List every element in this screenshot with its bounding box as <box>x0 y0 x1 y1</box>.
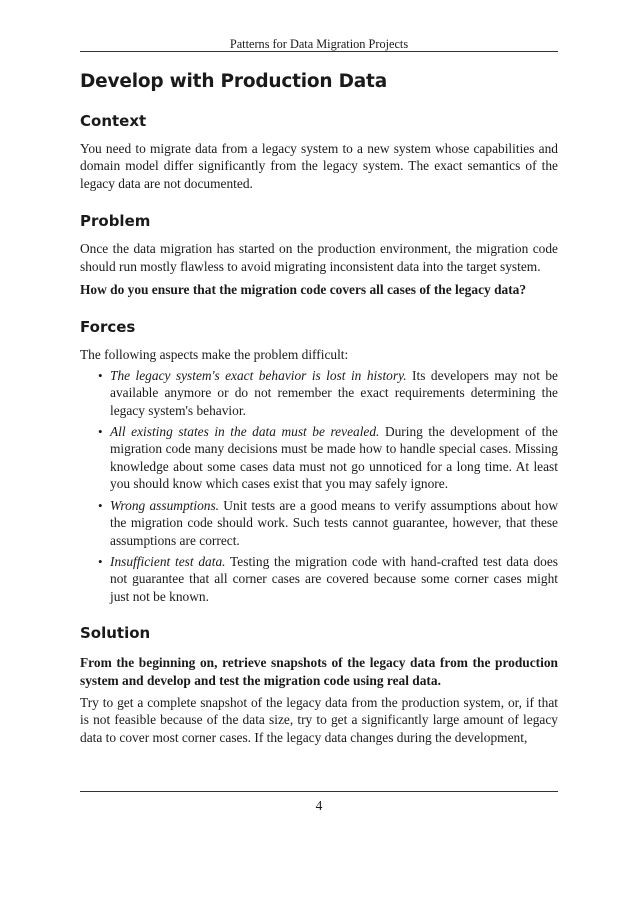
bullet-icon: • <box>98 367 103 383</box>
running-header: Patterns for Data Migration Projects <box>229 37 409 51</box>
problem-question: How do you ensure that the migration code covers all cases of the legacy data? <box>80 282 527 298</box>
force-lead: All existing states in the data must be revealed. <box>110 424 380 440</box>
force-text: During the development of the migration code many decisions must be made how to handle special cases. Missing knowledge about some cases data must not go unnoticed for a long time. At least you should know which cases exist that you may safely ignore. <box>110 424 559 492</box>
context-text: You need to migrate data from a legacy system to a new system whose capabilities and domain model differ significantly from the legacy system. The exact semantics of the legacy data are not documented. <box>80 141 558 191</box>
footer-rule <box>80 791 558 792</box>
list-item <box>80 553 558 605</box>
list-item <box>80 497 558 549</box>
page-title: Develop with Production Data <box>80 71 387 92</box>
bullet-icon: • <box>98 424 103 440</box>
problem-text: Once the data migration has started on the production environment, the migration code should run mostly flawless to avoid migrating inconsistent data into the target system. <box>80 241 558 274</box>
bullet-icon: • <box>98 553 103 569</box>
header-rule <box>80 51 558 52</box>
force-text: Unit tests are a good means to verify assumptions about how the migration code should work. Such tests cannot guarantee, however, that these assumptions are correct. <box>110 497 558 548</box>
solution-statement: From the beginning on, retrieve snapshots of the legacy data from the production system and develop and test the migration code using real data. <box>80 655 558 688</box>
force-lead: Wrong assumptions. <box>110 497 220 513</box>
context-heading: Context <box>80 112 147 130</box>
list-item <box>80 423 558 493</box>
force-lead: Insufficient test data. <box>110 553 226 569</box>
forces-heading: Forces <box>80 318 136 337</box>
solution-heading: Solution <box>80 624 151 643</box>
page-number: 4 <box>315 798 323 813</box>
list-item <box>80 367 558 419</box>
page-body <box>80 70 558 746</box>
bullet-icon: • <box>98 497 103 513</box>
force-text: Testing the migration code with hand-crafted test data does not guarantee that all corner cases are covered because some corner cases might just not be known. <box>110 553 558 604</box>
problem-heading: Problem <box>80 212 151 231</box>
force-lead: The legacy system's exact behavior is lost in history. <box>110 367 407 383</box>
force-text: Its developers may not be available anymore or do not remember the exact requirements determining the legacy system's behavior. <box>110 367 558 418</box>
forces-list <box>80 367 558 605</box>
forces-intro: The following aspects make the problem difficult: <box>80 347 349 363</box>
solution-text: Try to get a complete snapshot of the legacy data from the production system, or, if that is not feasible because of the data size, try to get a significantly large amount of legacy data to cover most corner cases. If the legacy data changes during the development, <box>80 694 558 745</box>
